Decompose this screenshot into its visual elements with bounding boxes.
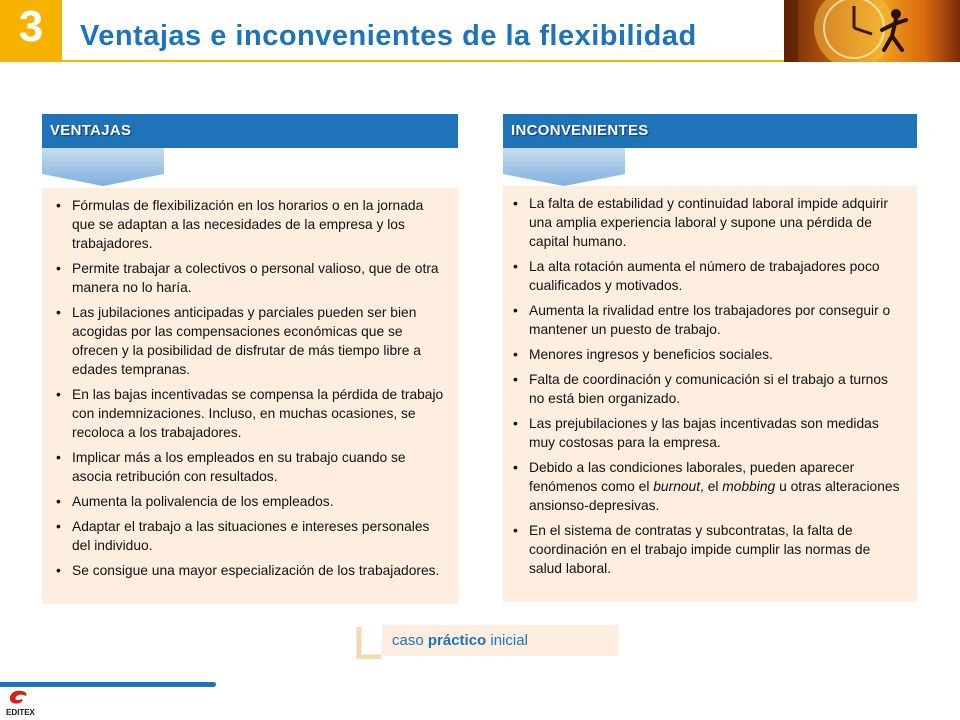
caso-practico-label: caso práctico inicial [392,632,528,649]
header-photo [784,0,960,62]
ventajas-panel [42,188,458,604]
bullet-icon: • [513,459,518,475]
list-item: • Debido a las condiciones laborales, pueden aparecer fenómenos como el burnout, el mobbing u otras alteraciones ansionso-depresivas. [513,459,900,513]
editex-logo [2,689,52,717]
clock-runner-illustration [784,0,960,62]
bullet-icon: • [56,518,61,534]
list-item: • Se consigue una mayor especialización de los trabajadores. [56,562,440,578]
ventajas-heading: VENTAJAS [50,122,132,139]
inconvenientes-arrow-icon [503,148,627,188]
list-item: • En el sistema de contratas y subcontratas, la falta de coordinación en el trabajo impide cumplir las normas de salud laboral. [513,522,871,576]
list-item: • En las bajas incentivadas se compensa la pérdida de trabajo con indemnizaciones. Incluso, en muchas ocasiones, se recoloca a los trabajadores. [56,386,444,440]
ventajas-header [42,114,458,148]
list-item: • Aumenta la polivalencia de los empleados. [56,493,334,509]
inconvenientes-panel [503,186,917,602]
list-item: • La alta rotación aumenta el número de trabajadores poco cualificados y motivados. [513,258,880,293]
bullet-icon: • [56,260,61,276]
svg-text:EDITEX: EDITEX [6,708,35,717]
inconvenientes-header [503,114,917,148]
chapter-badge [0,0,62,62]
chapter-number: 3 [18,2,44,51]
caso-practico-link[interactable] [382,625,618,656]
inconvenientes-list [503,186,917,578]
page-title: Ventajas e inconvenientes de la flexibilidad [80,20,697,52]
bullet-icon: • [513,302,518,318]
list-item: • Fórmulas de flexibilización en los horarios o en la jornada que se adaptan a las necesidades de la empresa y los trabajadores. [56,197,424,251]
bullet-icon: • [56,562,61,578]
bullet-icon: • [56,197,61,213]
footer-divider [0,682,216,687]
bullet-icon: • [56,493,61,509]
list-item: • Falta de coordinación y comunicación si el trabajo a turnos no está bien organizado. [513,371,888,406]
list-item: • Aumenta la rivalidad entre los trabajadores por conseguir o mantener un puesto de trabajo. [513,302,891,337]
list-item: • Las jubilaciones anticipadas y parciales pueden ser bien acogidas por las compensaciones económicas que se ofrecen y la posibilidad de disfrutar de más tiempo libre a edades tempranas. [56,304,421,377]
list-item: • Implicar más a los empleados en su trabajo cuando se asocia retribución con resultados. [56,449,406,484]
bullet-icon: • [513,415,518,431]
bullet-icon: • [513,522,518,538]
header-divider [62,60,784,62]
ventajas-list [42,188,458,580]
bullet-icon: • [56,449,61,465]
bullet-icon: • [513,195,518,211]
list-item: • Permite trabajar a colectivos o personal valioso, que de otra manera no lo haría. [56,260,439,295]
list-item: • Adaptar el trabajo a las situaciones e intereses personales del individuo. [56,518,430,553]
list-item: • Menores ingresos y beneficios sociales. [513,346,773,362]
bullet-icon: • [56,386,61,402]
list-item: • La falta de estabilidad y continuidad laboral impide adquirir una amplia experiencia laboral y supone una pérdida de capital humano. [513,195,888,249]
bullet-icon: • [513,371,518,387]
list-item: • Las prejubilaciones y las bajas incentivadas son medidas muy costosas para la empresa. [513,415,879,450]
caso-bracket-icon [356,626,382,659]
ventajas-arrow-icon [42,148,166,188]
bullet-icon: • [513,346,518,362]
bullet-icon: • [513,258,518,274]
inconvenientes-heading: INCONVENIENTES [511,122,649,139]
bullet-icon: • [56,304,61,320]
